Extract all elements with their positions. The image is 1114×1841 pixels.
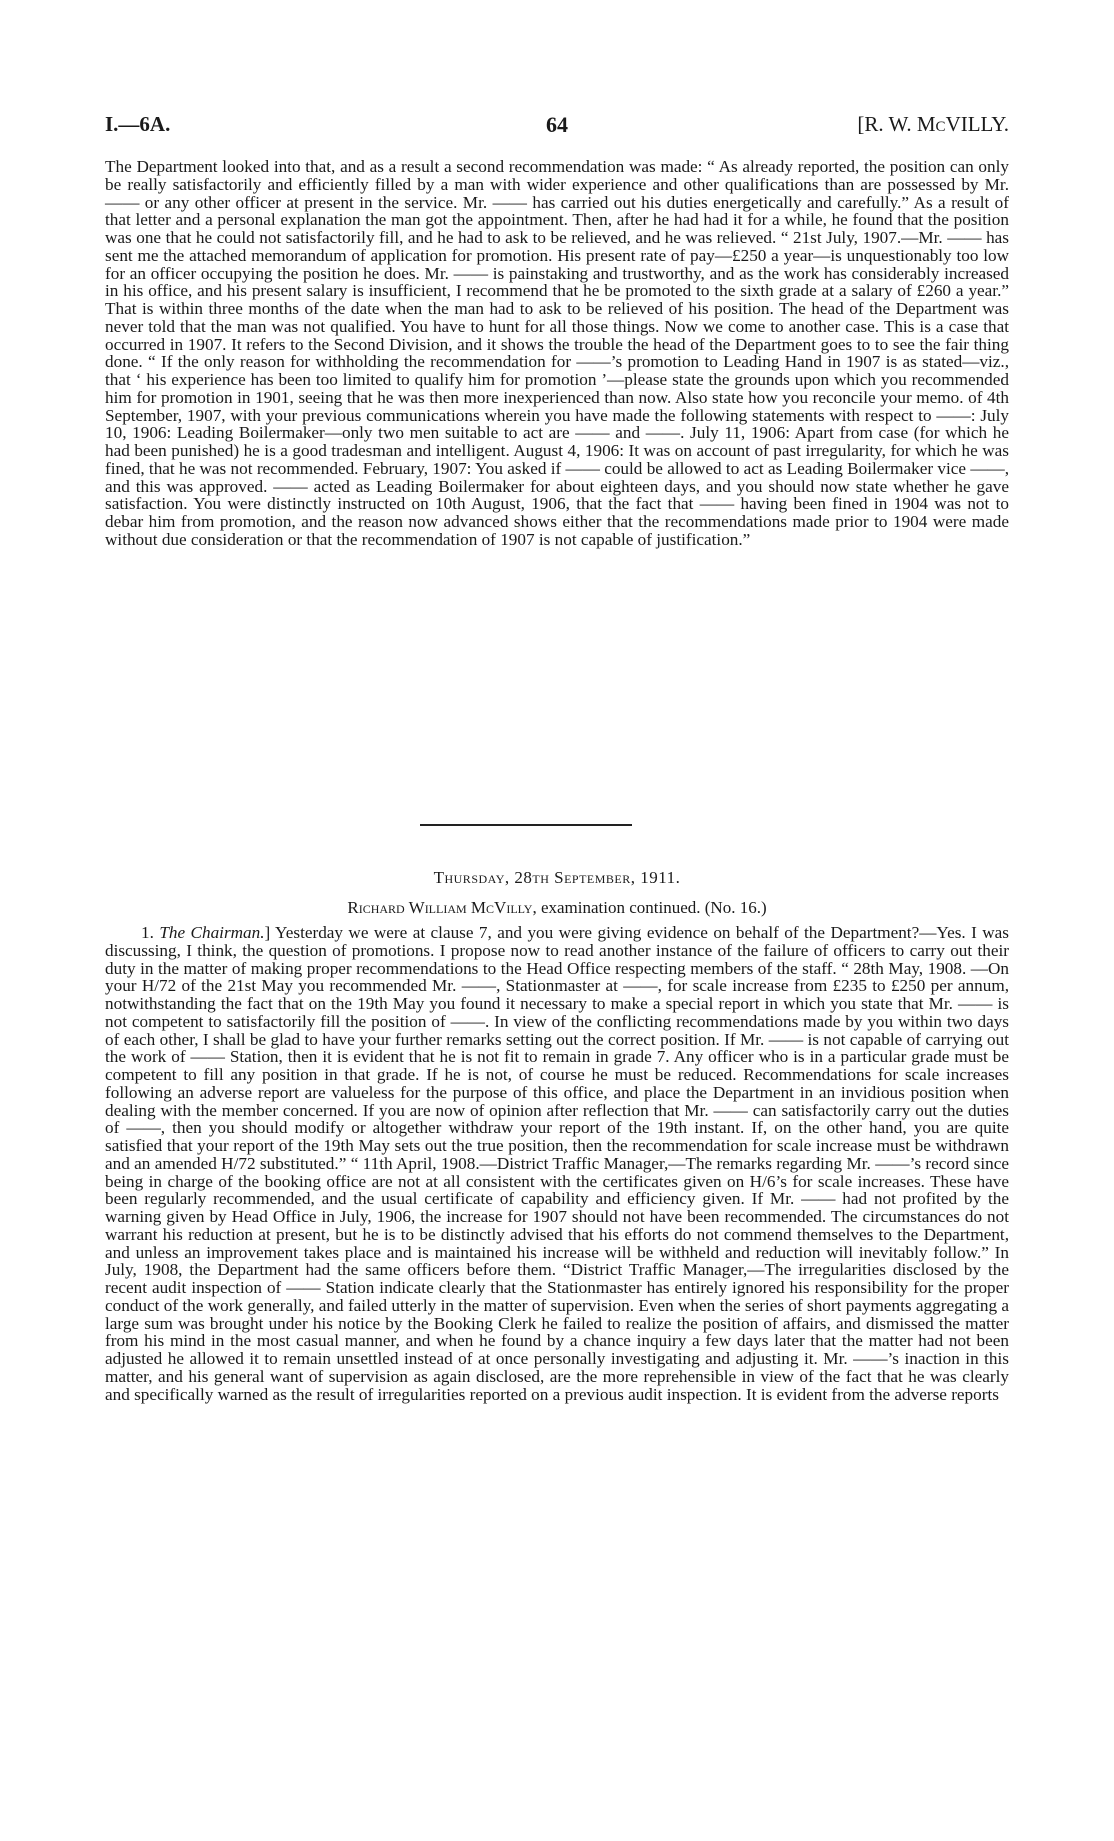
sitting-date-heading: Thursday, 28th September, 1911.	[433, 868, 681, 887]
witness-heading	[0, 898, 1114, 918]
witness-name: Richard William McVilly	[347, 898, 533, 917]
paper-reference: I.—6A.	[105, 112, 171, 136]
page-header	[105, 112, 1009, 142]
page-number: 64	[546, 112, 568, 137]
question-text: ] Yesterday we were at clause 7, and you were giving evidence on behalf of the Department?—Yes. I was discussing, I think, the question of promotions. I propose now to read another instance of the failure of officers to carry out their duty in the matter of making proper recommendations to the Head Office respecting members of the staff. “ 28th May, 1908. —On your H/72 of the 21st May you recommended Mr. ——, Stationmaster at ——, for scale increase from £235 to £250 per annum, notwithstanding the fact that on the 19th May you found it necessary to make a special report in which you state that Mr. —— is not competent to satisfactorily fill the position of ——. In view of the conflicting recommendations made by you within two days of each other, I shall be glad to have your further remarks setting out the correct position. If Mr. —— is not capable of carrying out the work of —— Station, then it is evident that he is not fit to remain in grade 7. Any officer who is in a particular grade must be competent to fill any position in that grade. If he is not, of course he must be reduced. Recommendations for scale increases following an adverse report are valueless for the purpose of this office, and place the Department in an invidious position when dealing with the member concerned. If you are now of opinion after reflection that Mr. —— can satisfactorily carry out the duties of ——, then you should modify or altogether withdraw your report of the 19th instant. If, on the other hand, you are quite satisfied that your report of the 19th May sets out the true position, then the recommendation for scale increase must be withdrawn and an amended H/72 substituted.” “ 11th April, 1908.—District Traffic Manager,—The remarks regarding Mr. ——’s record since being in charge of the booking office are not at all consistent with the certificates given on H/6’s for scale increases. These have been regularly recommended, and the usual certificate of capability and efficiency given. If Mr. —— had not profited by the warning given by Head Office in July, 1906, the increase for 1907 should not have been recommended. The circumstances do not warrant his reduction at present, but he is to be distinctly advised that his efforts do not commend themselves to the Department, and unless an improvement takes place and is maintained his increase will be withheld and reduction will inevitably follow.” In July, 1908, the Department had the same officers before them. “District Traffic Manager,—The irregularities disclosed by the recent audit inspection of —— Station indicate clearly that the Stationmaster has entirely ignored his responsibility for the proper conduct of the work generally, and failed utterly in the matter of supervision. Even when the series of short payments aggregating a large sum was brought under his notice by the Booking Clerk he failed to realize the position of affairs, and dismissed the matter from his mind in the most casual manner, and when he found by a chance inquiry a few days later that the matter had not been adjusted he allowed it to remain unsettled instead of at once personally investigating and adjusting it. Mr. ——’s inaction in this matter, and his general want of supervision as again disclosed, are the more reprehensible in view of the fact that he was clearly and specifically warned as the result of irregularities reported on a previous audit inspection. It is evident from the adverse reports	[105, 923, 1009, 1404]
speaker-name: The Chairman.	[159, 923, 265, 942]
question-1-paragraph	[105, 924, 1009, 1403]
running-head-witness: [R. W. McVILLY.	[857, 112, 1009, 136]
question-number: 1.	[141, 923, 154, 942]
section-divider	[420, 824, 632, 826]
witness-heading-rest: , examination continued. (No. 16.)	[532, 898, 767, 917]
paragraph-continued-evidence: The Department looked into that, and as a result a second recommendation was made: “ As already reported, the position can only be really satisfactorily and efficiently filled by a man with wider experience and other qualifications than are possessed by Mr. —— or any other officer at present in the service. Mr. —— has carried out his duties energetically and carefully.” As a result of that letter and a personal explanation the man got the appointment. Then, after he had had it for a while, he found that the position was one that he could not satisfactorily fill, and he had to ask to be relieved, and he was relieved. “ 21st July, 1907.—Mr. —— has sent me the attached memorandum of application for promotion. His present rate of pay—£250 a year—is unquestionably too low for an officer occupying the position he does. Mr. —— is painstaking and trustworthy, and as the work has considerably increased in his office, and his present salary is insufficient, I recommend that he be promoted to the sixth grade at a salary of £260 a year.” That is within three months of the date when the man had to ask to be relieved of his position. The head of the Department was never told that the man was not qualified. You have to hunt for all those things. Now we come to another case. This is a case that occurred in 1907. It refers to the Second Division, and it shows the trouble the head of the Department goes to to see the fair thing done. “ If the only reason for withholding the recommendation for ——’s promotion to Leading Hand in 1907 is as stated—viz., that ‘ his experience has been too limited to qualify him for promotion ’—please state the grounds upon which you recommended him for promotion in 1901, seeing that he was then more inexperienced than now. Also state how you reconcile your memo. of 4th September, 1907, with your previous communications wherein you have made the following statements with respect to ——: July 10, 1906: Leading Boilermaker—only two men suitable to act are —— and ——. July 11, 1906: Apart from case (for which he had been punished) he is a good tradesman and intelligent. August 4, 1906: It was on account of past irregularity, for which he was fined, that he was not recommended. February, 1907: You asked if —— could be allowed to act as Leading Boilermaker vice ——, and this was approved. —— acted as Leading Boilermaker for about eighteen days, and you should now state whether he gave satisfaction. You were distinctly instructed on 10th August, 1906, that the fact that —— having been fined in 1904 was not to debar him from promotion, and the reason now advanced shows either that the recommendations made prior to 1904 were made without due consideration or that the recommendation of 1907 is not capable of justification.”	[105, 157, 1009, 549]
